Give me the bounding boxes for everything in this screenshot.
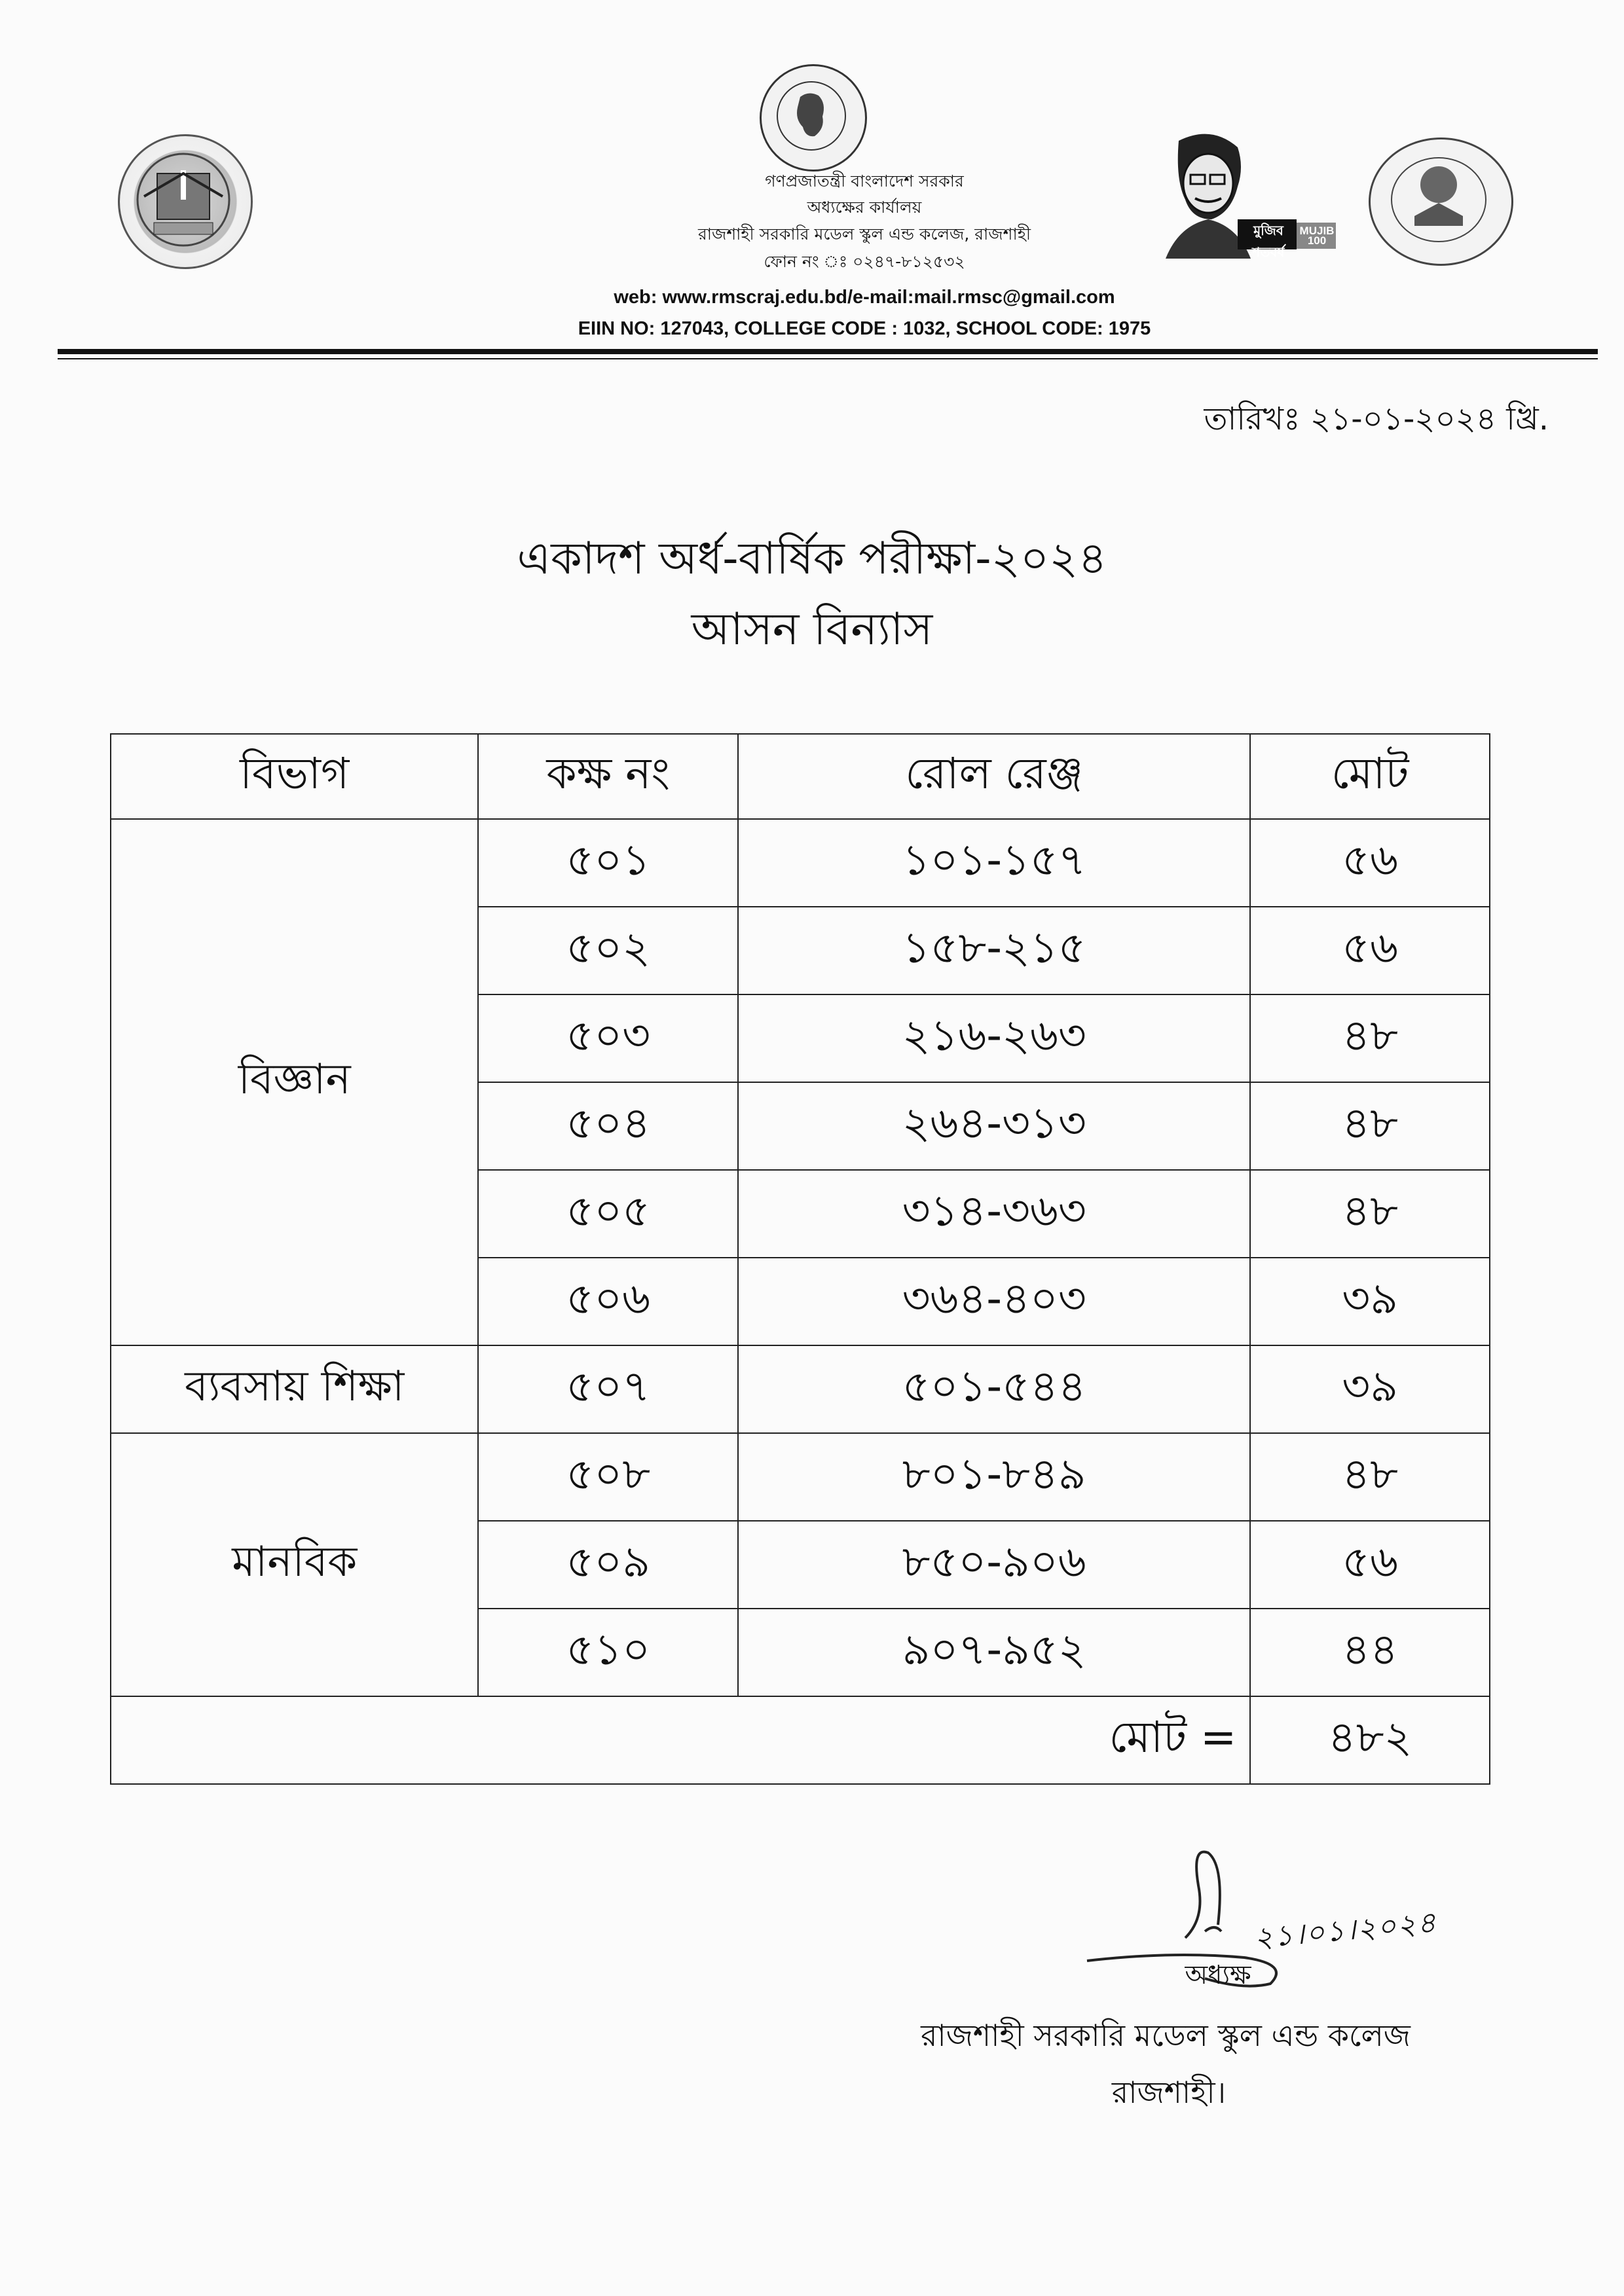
header-rule-thick xyxy=(58,349,1598,354)
range-cell: ২৬৪-৩১৩ xyxy=(738,1082,1250,1170)
education-motto-seal-icon xyxy=(1369,137,1513,266)
header-total: মোট xyxy=(1250,734,1490,819)
total-cell: ৪৮ xyxy=(1250,1433,1490,1521)
room-cell: ৫০৭ xyxy=(478,1345,738,1433)
range-cell: ৮৫০-৯০৬ xyxy=(738,1521,1250,1609)
range-cell: ৩৬৪-৪০৩ xyxy=(738,1258,1250,1345)
institution-name: রাজশাহী সরকারি মডেল স্কুল এন্ড কলেজ, রাজশাহী xyxy=(697,225,1031,244)
range-cell: ৮০১-৮৪৯ xyxy=(738,1433,1250,1521)
grand-total-row xyxy=(111,1696,1490,1784)
range-cell: ২১৬-২৬৩ xyxy=(738,994,1250,1082)
header-roll-range: রোল রেঞ্জ xyxy=(738,734,1250,819)
range-cell: ১০১-১৫৭ xyxy=(738,819,1250,907)
range-cell: ১৫৮-২১৫ xyxy=(738,907,1250,994)
group-science: বিজ্ঞান xyxy=(111,819,478,1345)
document-date: তারিখঃ ২১-০১-২০২৪ খ্রি. xyxy=(1204,401,1549,437)
govt-name: গণপ্রজাতন্ত্রী বাংলাদেশ সরকার xyxy=(765,172,964,191)
total-cell: ৩৯ xyxy=(1250,1345,1490,1433)
signature-institution: রাজশাহী সরকারি মডেল স্কুল এন্ড কলেজ xyxy=(921,2018,1411,2053)
handwritten-date: ২১।০১।২০২৪ xyxy=(1253,1905,1439,1956)
room-cell: ৫০৮ xyxy=(478,1433,738,1521)
web-email: web: www.rmscraj.edu.bd/e-mail:mail.rmsc@gmail.com xyxy=(614,287,1115,308)
header-department: বিভাগ xyxy=(111,734,478,819)
total-cell: ৫৬ xyxy=(1250,907,1490,994)
total-cell: ৪৪ xyxy=(1250,1609,1490,1696)
total-cell: ৪৮ xyxy=(1250,1170,1490,1258)
designation-principal: অধ্যক্ষ xyxy=(1185,1960,1251,1990)
range-cell: ৯০৭-৯৫২ xyxy=(738,1609,1250,1696)
eiin-codes: EIIN NO: 127043, COLLEGE CODE : 1032, SCHOOL CODE: 1975 xyxy=(578,318,1151,339)
room-cell: ৫০২ xyxy=(478,907,738,994)
room-cell: ৫০১ xyxy=(478,819,738,907)
grand-total-value: ৪৮২ xyxy=(1250,1696,1490,1784)
room-cell: ৫০৬ xyxy=(478,1258,738,1345)
bangladesh-government-seal-icon xyxy=(760,64,867,172)
office-name: অধ্যক্ষের কার্যালয় xyxy=(807,198,922,217)
exam-title: একাদশ অর্ধ-বার্ষিক পরীক্ষা-২০২৪ xyxy=(517,533,1107,585)
table-row xyxy=(111,1345,1490,1433)
room-cell: ৫০৪ xyxy=(478,1082,738,1170)
total-cell: ৩৯ xyxy=(1250,1258,1490,1345)
mujib-caption: মুজিব শতবর্ষ xyxy=(1252,223,1285,260)
total-cell: ৪৮ xyxy=(1250,994,1490,1082)
room-cell: ৫০৯ xyxy=(478,1521,738,1609)
phone-number: ফোন নং ঃ ০২৪৭-৮১২৫৩২ xyxy=(764,252,965,271)
table-row xyxy=(111,819,1490,907)
school-crest-icon xyxy=(118,134,253,269)
range-cell: ৫০১-৫৪৪ xyxy=(738,1345,1250,1433)
seat-plan-table xyxy=(110,733,1490,1785)
room-cell: ৫১০ xyxy=(478,1609,738,1696)
seat-plan-subtitle: আসন বিন্যাস xyxy=(691,604,933,655)
range-cell: ৩১৪-৩৬৩ xyxy=(738,1170,1250,1258)
table-row xyxy=(111,1433,1490,1521)
group-humanities: মানবিক xyxy=(111,1433,478,1696)
header-room-no: কক্ষ নং xyxy=(478,734,738,819)
total-cell: ৫৬ xyxy=(1250,1521,1490,1609)
grand-total-label: মোট = xyxy=(111,1696,1250,1784)
room-cell: ৫০৩ xyxy=(478,994,738,1082)
mujib-100-text: MUJIB 100 xyxy=(1299,225,1335,247)
room-cell: ৫০৫ xyxy=(478,1170,738,1258)
group-business: ব্যবসায় শিক্ষা xyxy=(111,1345,478,1433)
header-rule-thin xyxy=(58,358,1598,359)
total-cell: ৫৬ xyxy=(1250,819,1490,907)
table-header-row xyxy=(111,734,1490,819)
total-cell: ৪৮ xyxy=(1250,1082,1490,1170)
signature-city: রাজশাহী। xyxy=(1111,2075,1227,2110)
